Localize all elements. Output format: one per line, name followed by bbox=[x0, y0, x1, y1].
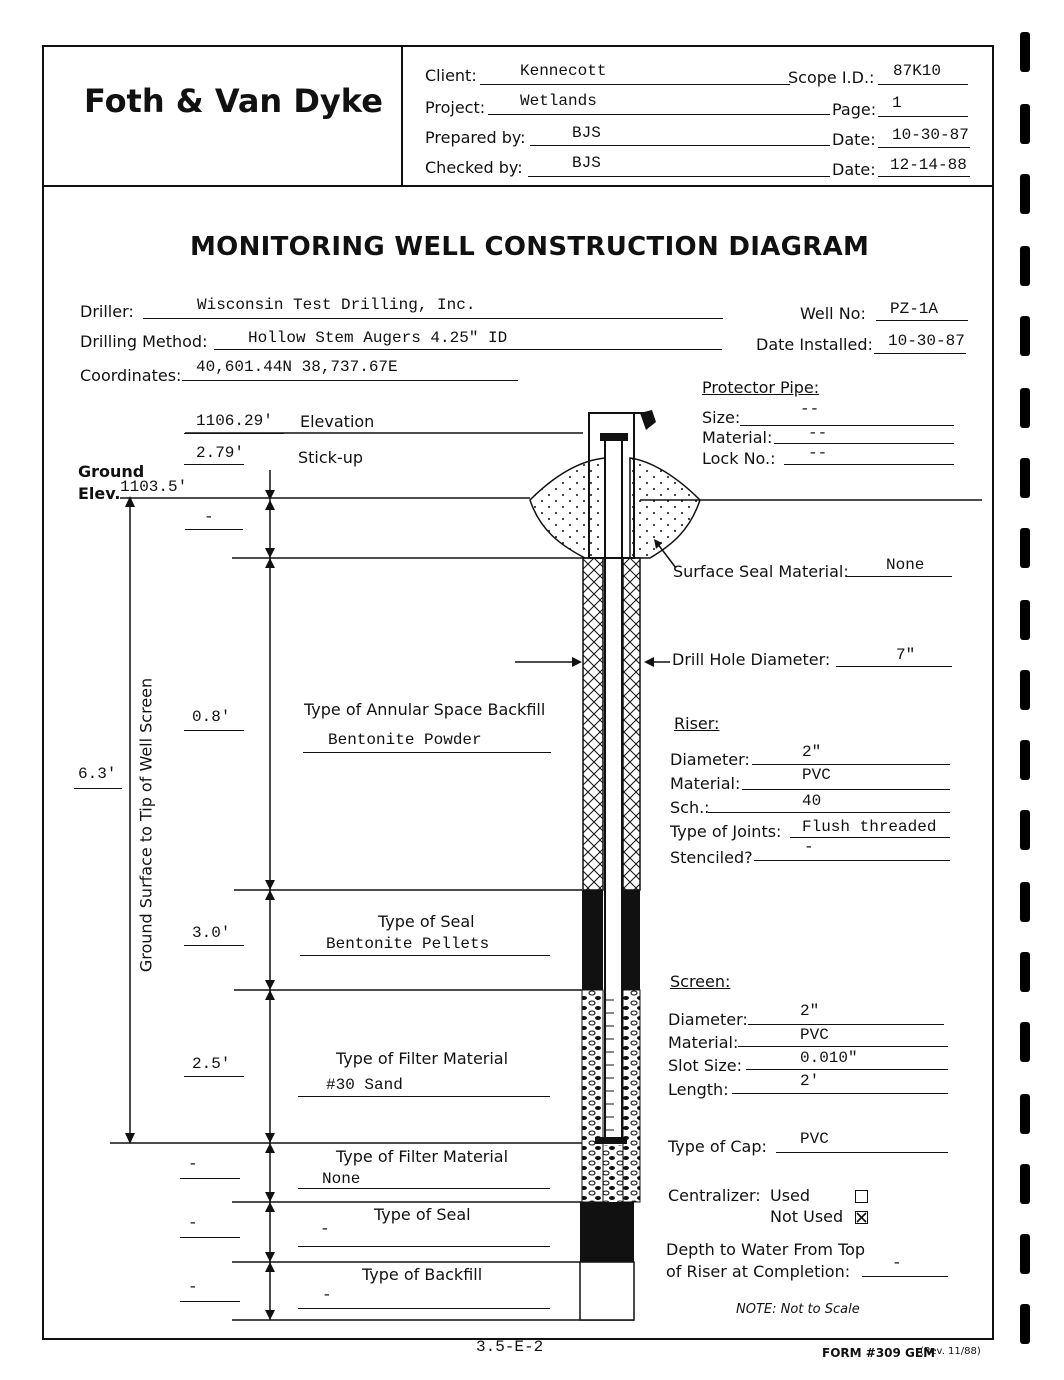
depth-label-2: of Riser at Completion: bbox=[666, 1262, 851, 1281]
cap-value: PVC bbox=[800, 1130, 829, 1148]
filter-type-value: #30 Sand bbox=[326, 1076, 403, 1094]
drill-diam-value: 7" bbox=[896, 646, 916, 664]
form-revision: (Rev. 11/88) bbox=[920, 1346, 981, 1357]
seal-thickness: 3.0' bbox=[192, 924, 231, 942]
backfill-type-label: Type of Annular Space Backfill bbox=[304, 700, 546, 719]
protector-material-value: -- bbox=[808, 424, 828, 442]
elevation-label: Elevation bbox=[300, 412, 375, 431]
seal2-type-label: Type of Seal bbox=[374, 1205, 471, 1224]
riser-diam-label: Diameter: bbox=[670, 750, 750, 769]
dash-top: - bbox=[204, 508, 214, 526]
date1-label: Date: bbox=[832, 130, 876, 149]
seal-type-label: Type of Seal bbox=[378, 912, 475, 931]
centralizer-label: Centralizer: bbox=[668, 1186, 761, 1205]
installed-label: Date Installed: bbox=[756, 335, 873, 354]
screen-diam-label: Diameter: bbox=[668, 1010, 748, 1029]
check-icon bbox=[856, 1212, 867, 1223]
riser-mat-label: Material: bbox=[670, 774, 741, 793]
riser-title: Riser: bbox=[674, 714, 720, 733]
ground-elev-value: 1103.5' bbox=[120, 478, 188, 496]
depth-label-1: Depth to Water From Top bbox=[666, 1240, 866, 1259]
not-to-scale-note: NOTE: Not to Scale bbox=[736, 1302, 860, 1317]
scope-label: Scope I.D.: bbox=[788, 68, 875, 87]
surface-seal-label: Surface Seal Material: bbox=[673, 562, 849, 581]
lock-value: -- bbox=[808, 444, 828, 462]
sch-label: Sch.: bbox=[670, 798, 710, 817]
elevation-value: 1106.29' bbox=[196, 412, 273, 430]
stenciled-label: Stenciled? bbox=[670, 848, 753, 867]
depth-value: - bbox=[892, 1254, 902, 1272]
backfill2-type-value: - bbox=[322, 1286, 332, 1304]
driller-value: Wisconsin Test Drilling, Inc. bbox=[197, 296, 476, 314]
length-value: 2' bbox=[800, 1072, 820, 1090]
stickup-value: 2.79' bbox=[196, 444, 245, 462]
page-label: Page: bbox=[832, 100, 877, 119]
filter2-thickness: - bbox=[188, 1155, 198, 1173]
client-label: Client: bbox=[425, 66, 477, 85]
vertical-dimension-label: Ground Surface to Tip of Well Screen bbox=[136, 677, 156, 973]
screen-mat-label: Material: bbox=[668, 1033, 739, 1052]
driller-label: Driller: bbox=[80, 302, 134, 321]
length-label: Length: bbox=[668, 1080, 729, 1099]
seal2-thickness: - bbox=[188, 1214, 198, 1232]
screen-mat-value: PVC bbox=[800, 1026, 829, 1044]
form-number: FORM #309 GEM bbox=[822, 1346, 936, 1360]
scope-value: 87K10 bbox=[893, 62, 942, 80]
date2-label: Date: bbox=[832, 160, 876, 179]
project-label: Project: bbox=[425, 98, 486, 117]
method-value: Hollow Stem Augers 4.25" ID bbox=[248, 329, 508, 347]
company-name: Foth & Van Dyke bbox=[84, 82, 383, 120]
not-used-label: Not Used bbox=[770, 1207, 844, 1226]
protector-size-value: -- bbox=[800, 400, 820, 418]
used-checkbox[interactable] bbox=[855, 1190, 868, 1203]
total-depth-value: 6.3' bbox=[78, 765, 117, 783]
not-used-checkbox[interactable] bbox=[855, 1211, 868, 1224]
filter2-type-value: None bbox=[322, 1170, 361, 1188]
slot-label: Slot Size: bbox=[668, 1056, 742, 1075]
date1-value: 10-30-87 bbox=[892, 126, 969, 144]
page-title: MONITORING WELL CONSTRUCTION DIAGRAM bbox=[190, 232, 870, 262]
cap-label: Type of Cap: bbox=[668, 1137, 767, 1156]
backfill2-type-label: Type of Backfill bbox=[362, 1265, 483, 1284]
riser-diam-value: 2" bbox=[802, 743, 822, 761]
lock-label: Lock No.: bbox=[702, 449, 776, 468]
installed-value: 10-30-87 bbox=[888, 332, 965, 350]
filter2-type-label: Type of Filter Material bbox=[336, 1147, 509, 1166]
page-code: 3.5-E-2 bbox=[476, 1338, 544, 1356]
riser-mat-value: PVC bbox=[802, 766, 831, 784]
protector-size-label: Size: bbox=[702, 408, 741, 427]
drill-diam-label: Drill Hole Diameter: bbox=[672, 650, 831, 669]
backfill-thickness: 0.8' bbox=[192, 708, 231, 726]
used-label: Used bbox=[770, 1186, 811, 1205]
page-value: 1 bbox=[892, 94, 902, 112]
checked-value: BJS bbox=[572, 154, 601, 172]
filter-thickness: 2.5' bbox=[192, 1055, 231, 1073]
seal2-type-value: - bbox=[320, 1220, 330, 1238]
backfill-type-value: Bentonite Powder bbox=[328, 731, 482, 749]
joints-value: Flush threaded bbox=[802, 818, 937, 836]
coords-value: 40,601.44N 38,737.67E bbox=[196, 358, 398, 376]
project-value: Wetlands bbox=[520, 92, 597, 110]
joints-label: Type of Joints: bbox=[670, 822, 782, 841]
protector-material-label: Material: bbox=[702, 428, 773, 447]
protector-title: Protector Pipe: bbox=[702, 378, 820, 397]
coords-label: Coordinates: bbox=[80, 366, 182, 385]
screen-title: Screen: bbox=[670, 972, 731, 991]
screen-diam-value: 2" bbox=[800, 1002, 820, 1020]
elev-label: Elev. bbox=[78, 484, 121, 503]
prepared-label: Prepared by: bbox=[425, 128, 526, 147]
well-no-label: Well No: bbox=[800, 304, 866, 323]
slot-value: 0.010" bbox=[800, 1049, 858, 1067]
sch-value: 40 bbox=[802, 792, 822, 810]
date2-value: 12-14-88 bbox=[890, 156, 967, 174]
stenciled-value: - bbox=[804, 838, 814, 856]
seal-type-value: Bentonite Pellets bbox=[326, 935, 490, 953]
prepared-value: BJS bbox=[572, 124, 601, 142]
backfill2-thickness: - bbox=[188, 1278, 198, 1296]
surface-seal-value: None bbox=[886, 556, 925, 574]
method-label: Drilling Method: bbox=[80, 332, 208, 351]
ground-label: Ground bbox=[78, 462, 145, 481]
well-no-value: PZ-1A bbox=[890, 300, 939, 318]
stickup-label: Stick-up bbox=[298, 448, 364, 467]
client-value: Kennecott bbox=[520, 62, 607, 80]
filter-type-label: Type of Filter Material bbox=[336, 1049, 509, 1068]
checked-label: Checked by: bbox=[425, 158, 523, 177]
